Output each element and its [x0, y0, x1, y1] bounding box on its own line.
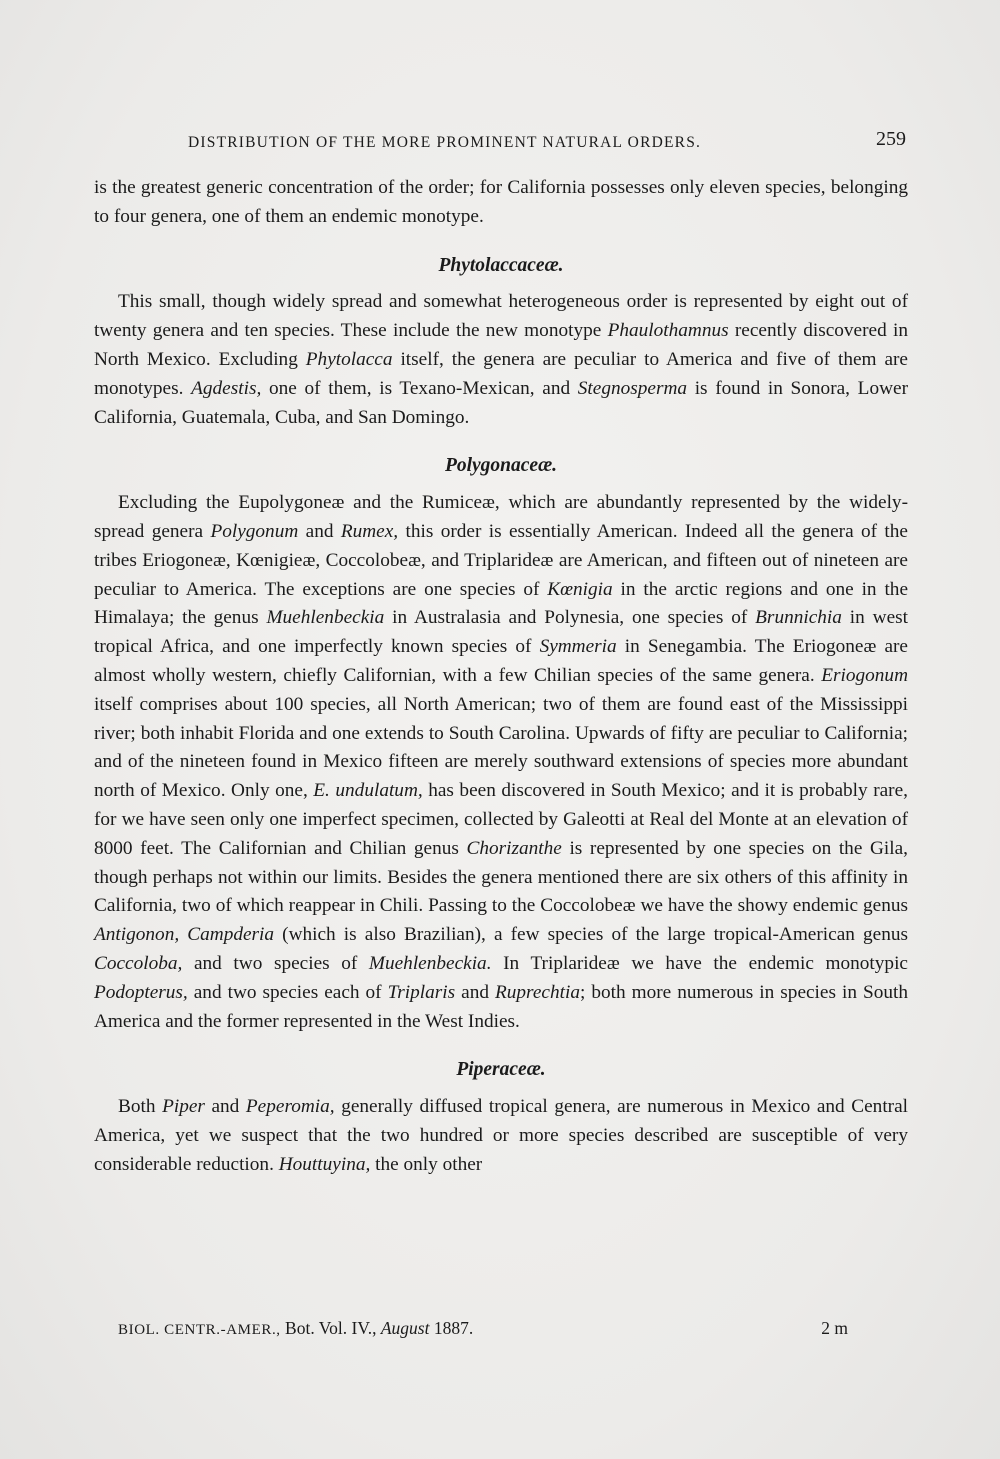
text-run: is found in Sonora, Lower California, Guatemala, Cuba, and San Domingo. [94, 377, 908, 428]
text-run: This small, though widely spread and somewhat heterogeneous order is represented by eight out of twenty genera and ten species. These include the new monotype [94, 291, 908, 342]
taxon-name: Houttuyina, [278, 1153, 371, 1175]
text-run: in the arctic regions and one in the Himalaya; the genus [94, 578, 909, 629]
text-run: itself comprises about 100 species, all North American; two of them are found east of the Mississippi river; both inhabit Florida and one extends to South Carolina. Upwards of fifty are peculiar to California; and of the nineteen found in Mexico fifteen are merely southward extensions of species more abundant north of Mexico. Only one, [94, 693, 908, 802]
footer-volume: Bot. Vol. IV., [280, 1318, 381, 1338]
taxon-name: Antigonon, Campderia [94, 924, 275, 946]
text-run: and two species each of [187, 981, 388, 1003]
text-run: itself, the genera are peculiar to America and five of them are monotypes. [94, 348, 908, 399]
text-run: generally diffused tropical genera, are numerous in Mexico and Central America, yet we suspect that the two hundred or more species described are susceptible of very considerable reduction. [94, 1096, 909, 1175]
footer-year: 1887. [429, 1318, 474, 1338]
taxon-name: Peperomia, [245, 1096, 335, 1118]
running-head: DISTRIBUTION OF THE MORE PROMINENT NATURAL ORDERS. [188, 134, 702, 151]
taxon-name: Stegnosperma [577, 377, 688, 399]
text-run: in west tropical Africa, and one imperfectly known species of [94, 607, 909, 658]
signature-mark: 2 m [821, 1318, 848, 1338]
taxon-name: Triplaris [387, 981, 456, 1003]
taxon-name: Muehlenbeckia. [368, 952, 492, 974]
taxon-name: Agdestis, [191, 377, 262, 399]
text-run: Both [118, 1096, 163, 1118]
text-run: is represented by one species on the Gila, though perhaps not within our limits. Besides the genera mentioned there are six others of this affinity in California, two of which reappear in Chili. Passing to the Coccolobeæ we have the showy endemic genus [94, 837, 908, 917]
taxon-name: Piper [162, 1096, 205, 1118]
footer-journal: BIOL. CENTR.-AMER., [118, 1322, 281, 1338]
taxon-name: Rumex, [340, 520, 399, 542]
text-run: In Triplarideæ we have the endemic monotypic [491, 952, 908, 974]
page-footer [118, 1318, 848, 1339]
taxon-name: Brunnichia [755, 607, 842, 629]
text-run: has been discovered in South Mexico; and it is probably rare, for we have seen only one imperfect specimen, collected by Galeotti at Real del Monte at an elevation of 8000 feet. The Californian and Chilian genus [94, 780, 908, 859]
text-run: recently discovered in North Mexico. Excluding [94, 320, 908, 370]
taxon-name: Kœnigia [547, 578, 613, 600]
taxon-name: E. undulatum, [313, 780, 423, 802]
phytolaccaceae-paragraph [94, 288, 908, 432]
text-run: and two species of [182, 952, 369, 974]
text-run: and [455, 981, 495, 1003]
taxon-name: Phaulothamnus [607, 320, 729, 342]
text-run: this order is essentially American. Indeed all the genera of the tribes Eriogoneæ, Kœnigieæ, Coccolobeæ, and Triplarideæ are American, and fifteen out of nineteen are peculiar to America. The exceptions are one species of [94, 520, 908, 600]
page-body [94, 174, 908, 1180]
taxon-name: Coccoloba, [94, 952, 183, 974]
taxon-name: Ruprechtia [495, 981, 580, 1003]
intro-paragraph: is the greatest generic concentration of the order; for California possesses only eleven species, belonging to four genera, one of them an endemic monotype. [94, 177, 908, 227]
text-run: one of them, is Texano-Mexican, and [261, 377, 578, 399]
text-run: in Australasia and Polynesia, one species of [384, 607, 756, 629]
heading-polygonaceae: Polygonaceæ. [444, 455, 558, 477]
page-number: 259 [876, 128, 906, 150]
taxon-name: Podopterus, [94, 981, 188, 1003]
taxon-name: Eriogonum [821, 664, 908, 686]
heading-piperaceae: Piperaceæ. [456, 1059, 546, 1081]
footer-month: August [380, 1318, 430, 1338]
text-run: the only other [370, 1153, 483, 1175]
text-run: in Senegambia. The Eriogoneæ are almost wholly western, chiefly Californian, with a few Chilian species of the same genera. [94, 636, 908, 686]
text-run: and [204, 1096, 246, 1118]
text-run: and [298, 520, 341, 542]
heading-phytolaccaceae: Phytolaccaceæ. [438, 254, 564, 276]
taxon-name: Symmeria [539, 636, 617, 658]
taxon-name: Polygonum [210, 520, 299, 542]
polygonaceae-paragraph [94, 489, 908, 1036]
text-run: Excluding the Eupolygoneæ and the Rumiceæ, which are abundantly represented by the widely-spread genera [94, 492, 908, 542]
taxon-name: Phytolacca [305, 348, 393, 370]
taxon-name: Muehlenbeckia [266, 607, 385, 629]
text-run: ; both more numerous in species in South America and the former represented in the West Indies. [94, 981, 908, 1032]
text-run: (which is also Brazilian), a few species of the large tropical-American genus [274, 924, 908, 946]
piperaceae-paragraph [94, 1093, 908, 1179]
taxon-name: Chorizanthe [466, 837, 562, 859]
